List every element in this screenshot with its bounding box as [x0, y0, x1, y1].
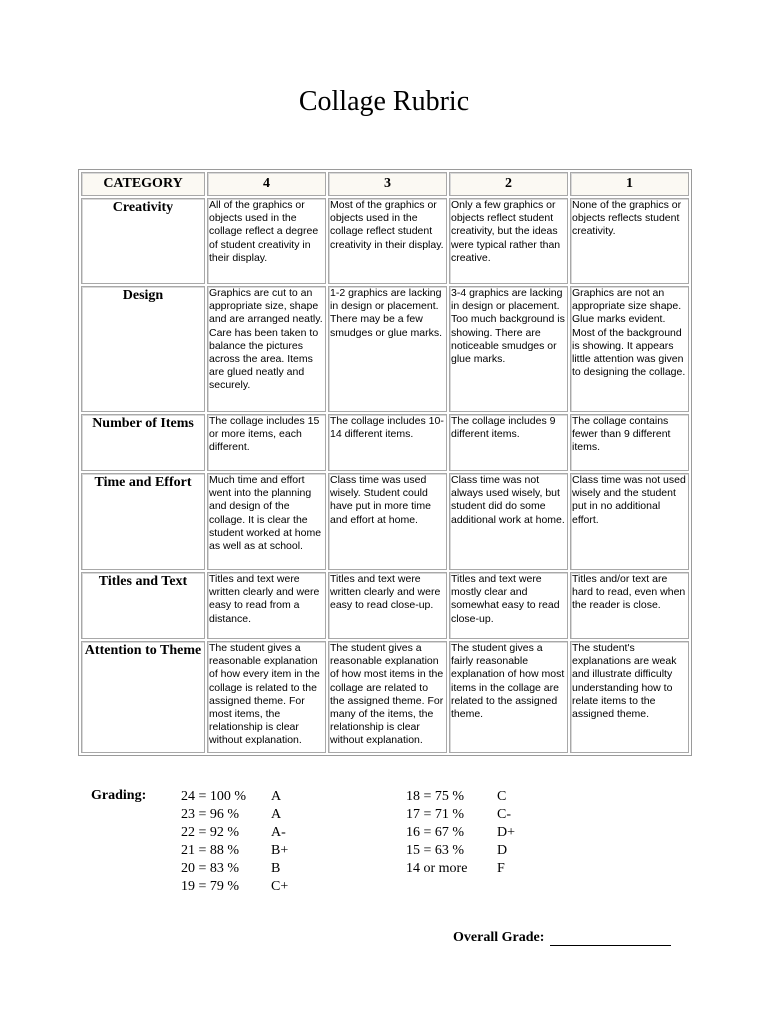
- rubric-cell: Titles and text were written clearly and were easy to read close-up.: [328, 572, 447, 639]
- rubric-cell: Graphics are cut to an appropriate size, shape and are arranged neatly. Care has been taken to balance the pictures across the area. Items are glued neatly and securely.: [207, 286, 326, 412]
- rubric-cell: Titles and text were written clearly and were easy to read from a distance.: [207, 572, 326, 639]
- rubric-cell: Most of the graphics or objects used in the collage reflect student creativity in their display.: [328, 198, 447, 284]
- grade-row: [181, 788, 311, 806]
- grade-letter: B: [271, 861, 281, 876]
- rubric-cell: The student gives a fairly reasonable explanation of how most items in the collage are related to the assigned theme.: [449, 641, 568, 753]
- rubric-cell: Graphics are not an appropriate size shape. Glue marks evident. Most of the background is showing. It appears little attention was given to designing the collage.: [570, 286, 689, 412]
- rubric-cell: Class time was not always used wisely, but student did do some additional work at home.: [449, 473, 568, 570]
- grade-row: [181, 806, 311, 824]
- row-category: Time and Effort: [81, 473, 205, 570]
- grade-percent: 17 = 71 %: [406, 807, 465, 822]
- grade-row: [181, 824, 311, 842]
- grade-percent: 22 = 92 %: [181, 825, 240, 840]
- grade-letter: A-: [271, 825, 286, 840]
- grade-percent: 16 = 67 %: [406, 825, 465, 840]
- header-row: [81, 172, 689, 196]
- grade-percent: 19 = 79 %: [181, 879, 240, 894]
- overall-grade: [453, 930, 671, 946]
- rubric-cell: The collage contains fewer than 9 different items.: [570, 414, 689, 471]
- rubric-cell: The student gives a reasonable explanation of how most items in the collage are related to the assigned theme. For many of the items, the relationship is clear without explanation.: [328, 641, 447, 753]
- grade-letter: C: [497, 789, 507, 804]
- overall-grade-label: Overall Grade:: [453, 930, 545, 945]
- grade-percent: 21 = 88 %: [181, 843, 240, 858]
- grading-column-left: [181, 788, 311, 896]
- table-row: [81, 198, 689, 284]
- rubric-cell: The student gives a reasonable explanation of how every item in the collage is related to the assigned theme. For most items, the relationship is clear without explanation.: [207, 641, 326, 753]
- header-category: CATEGORY: [81, 172, 205, 196]
- grade-letter: C+: [271, 879, 289, 894]
- rubric-cell: Only a few graphics or objects reflect student creativity, but the ideas were typical rather than creative.: [449, 198, 568, 284]
- rubric-cell: Much time and effort went into the planning and design of the collage. It is clear the student worked at home as well as at school.: [207, 473, 326, 570]
- rubric-cell: 1-2 graphics are lacking in design or placement. There may be a few smudges or glue marks.: [328, 286, 447, 412]
- grade-row: [181, 878, 311, 896]
- grading-label: Grading:: [91, 788, 147, 803]
- page-title: Collage Rubric: [298, 86, 470, 117]
- rubric-cell: The collage includes 15 or more items, each different.: [207, 414, 326, 471]
- rubric-cell: None of the graphics or objects reflects student creativity.: [570, 198, 689, 284]
- table-row: [81, 286, 689, 412]
- grade-row: [406, 860, 536, 878]
- rubric-cell: The collage includes 10-14 different items.: [328, 414, 447, 471]
- grade-letter: D+: [497, 825, 516, 840]
- overall-grade-blank[interactable]: [550, 931, 671, 946]
- table-row: [81, 473, 689, 570]
- rubric-cell: Titles and text were mostly clear and somewhat easy to read close-up.: [449, 572, 568, 639]
- row-category: Creativity: [81, 198, 205, 284]
- rubric-cell: Titles and/or text are hard to read, even when the reader is close.: [570, 572, 689, 639]
- row-category: Design: [81, 286, 205, 412]
- grade-letter: F: [497, 861, 505, 876]
- grade-percent: 18 = 75 %: [406, 789, 465, 804]
- header-score-3: 3: [328, 172, 447, 196]
- grade-row: [406, 842, 536, 860]
- row-category: Attention to Theme: [81, 641, 205, 753]
- rubric-cell: All of the graphics or objects used in the collage reflect a degree of student creativity in their display.: [207, 198, 326, 284]
- grade-percent: 20 = 83 %: [181, 861, 240, 876]
- grade-row: [406, 788, 536, 806]
- grade-letter: C-: [497, 807, 511, 822]
- grade-percent: 24 = 100 %: [181, 789, 247, 804]
- header-score-4: 4: [207, 172, 326, 196]
- header-score-2: 2: [449, 172, 568, 196]
- rubric-cell: The collage includes 9 different items.: [449, 414, 568, 471]
- grade-row: [181, 860, 311, 878]
- header-score-1: 1: [570, 172, 689, 196]
- rubric-cell: Class time was used wisely. Student could have put in more time and effort at home.: [328, 473, 447, 570]
- rubric-cell: Class time was not used wisely and the student put in no additional effort.: [570, 473, 689, 570]
- grade-row: [406, 824, 536, 842]
- grade-letter: D: [497, 843, 508, 858]
- grade-row: [181, 842, 311, 860]
- table-row: [81, 641, 689, 753]
- row-category: Titles and Text: [81, 572, 205, 639]
- rubric-cell: The student's explanations are weak and illustrate difficulty understanding how to relate items to the assigned theme.: [570, 641, 689, 753]
- grading-column-right: [406, 788, 536, 878]
- table-row: [81, 572, 689, 639]
- rubric-cell: 3-4 graphics are lacking in design or placement. Too much background is showing. There are noticeable smudges or glue marks.: [449, 286, 568, 412]
- grade-letter: A: [271, 807, 282, 822]
- grade-percent: 14 or more: [406, 861, 468, 876]
- table-row: [81, 414, 689, 471]
- grade-percent: 15 = 63 %: [406, 843, 465, 858]
- rubric-table: [78, 169, 692, 756]
- grade-letter: A: [271, 789, 282, 804]
- grade-letter: B+: [271, 843, 289, 858]
- row-category: Number of Items: [81, 414, 205, 471]
- grade-percent: 23 = 96 %: [181, 807, 240, 822]
- grade-row: [406, 806, 536, 824]
